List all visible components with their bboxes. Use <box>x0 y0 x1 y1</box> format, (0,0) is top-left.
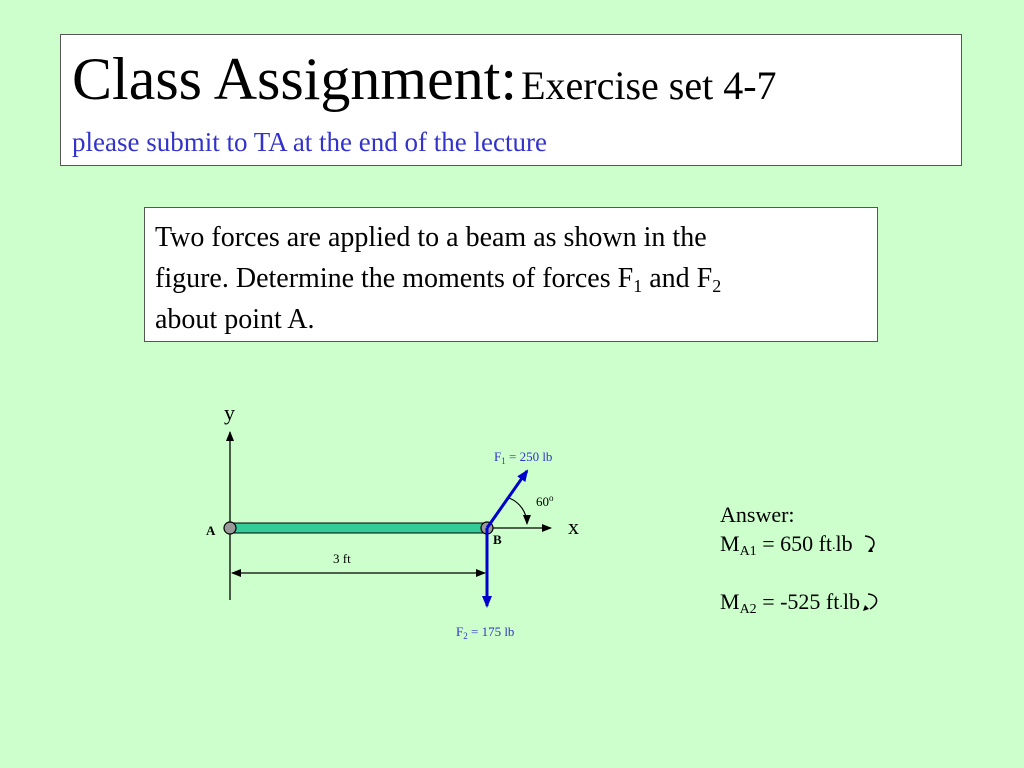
ma1-unit: lb <box>835 531 853 556</box>
ma2-subscript: A2 <box>739 602 757 617</box>
y-axis-label: y <box>224 400 235 425</box>
problem-line-2-text: figure. Determine the moments of forces F <box>155 263 634 294</box>
clockwise-rotation-icon <box>859 533 881 555</box>
title-secondary-text: Exercise set 4-7 <box>521 63 777 108</box>
f2-label: $F_2 = 175$ lb <box>456 624 515 641</box>
answer-ma2 <box>720 587 882 616</box>
ma2-dot: . <box>839 596 843 611</box>
answer-ma1 <box>720 529 882 558</box>
slide-subtitle: please submit to TA at the end of the lecture <box>72 127 547 157</box>
ma1-symbol: M <box>720 531 740 556</box>
f1-subscript: 1 <box>633 276 643 296</box>
point-a-marker <box>224 522 236 534</box>
f1-label: $F_1 = 250$ lb <box>494 449 553 466</box>
ma1-dot: . <box>832 538 836 553</box>
angle-label: 60$^o$ <box>536 493 554 509</box>
angle-arc <box>509 498 527 524</box>
problem-line-3: about point A. <box>155 304 315 335</box>
x-axis-label: x <box>568 514 579 539</box>
ma2-value: = -525 ft <box>756 589 840 614</box>
problem-line-2-mid: and F <box>642 263 713 294</box>
dimension-label: 3 ft <box>333 551 351 566</box>
beam <box>230 523 487 533</box>
point-b-label: B <box>493 532 502 547</box>
ma2-unit: lb <box>842 589 860 614</box>
answer-spacer <box>720 558 882 587</box>
counterclockwise-rotation-icon <box>860 591 882 613</box>
answer-heading: Answer: <box>720 502 795 527</box>
point-a-label: A <box>206 523 216 538</box>
f1-arrow <box>487 471 527 528</box>
problem-line-1: Two forces are applied to a beam as shown in the <box>155 222 707 253</box>
ma2-symbol: M <box>720 589 740 614</box>
f2-subscript: 2 <box>712 276 722 296</box>
title-main-text: Class Assignment: <box>72 46 518 112</box>
answer-block <box>720 500 882 616</box>
ma1-value: = 650 ft <box>756 531 833 556</box>
ma1-subscript: A1 <box>739 544 757 559</box>
